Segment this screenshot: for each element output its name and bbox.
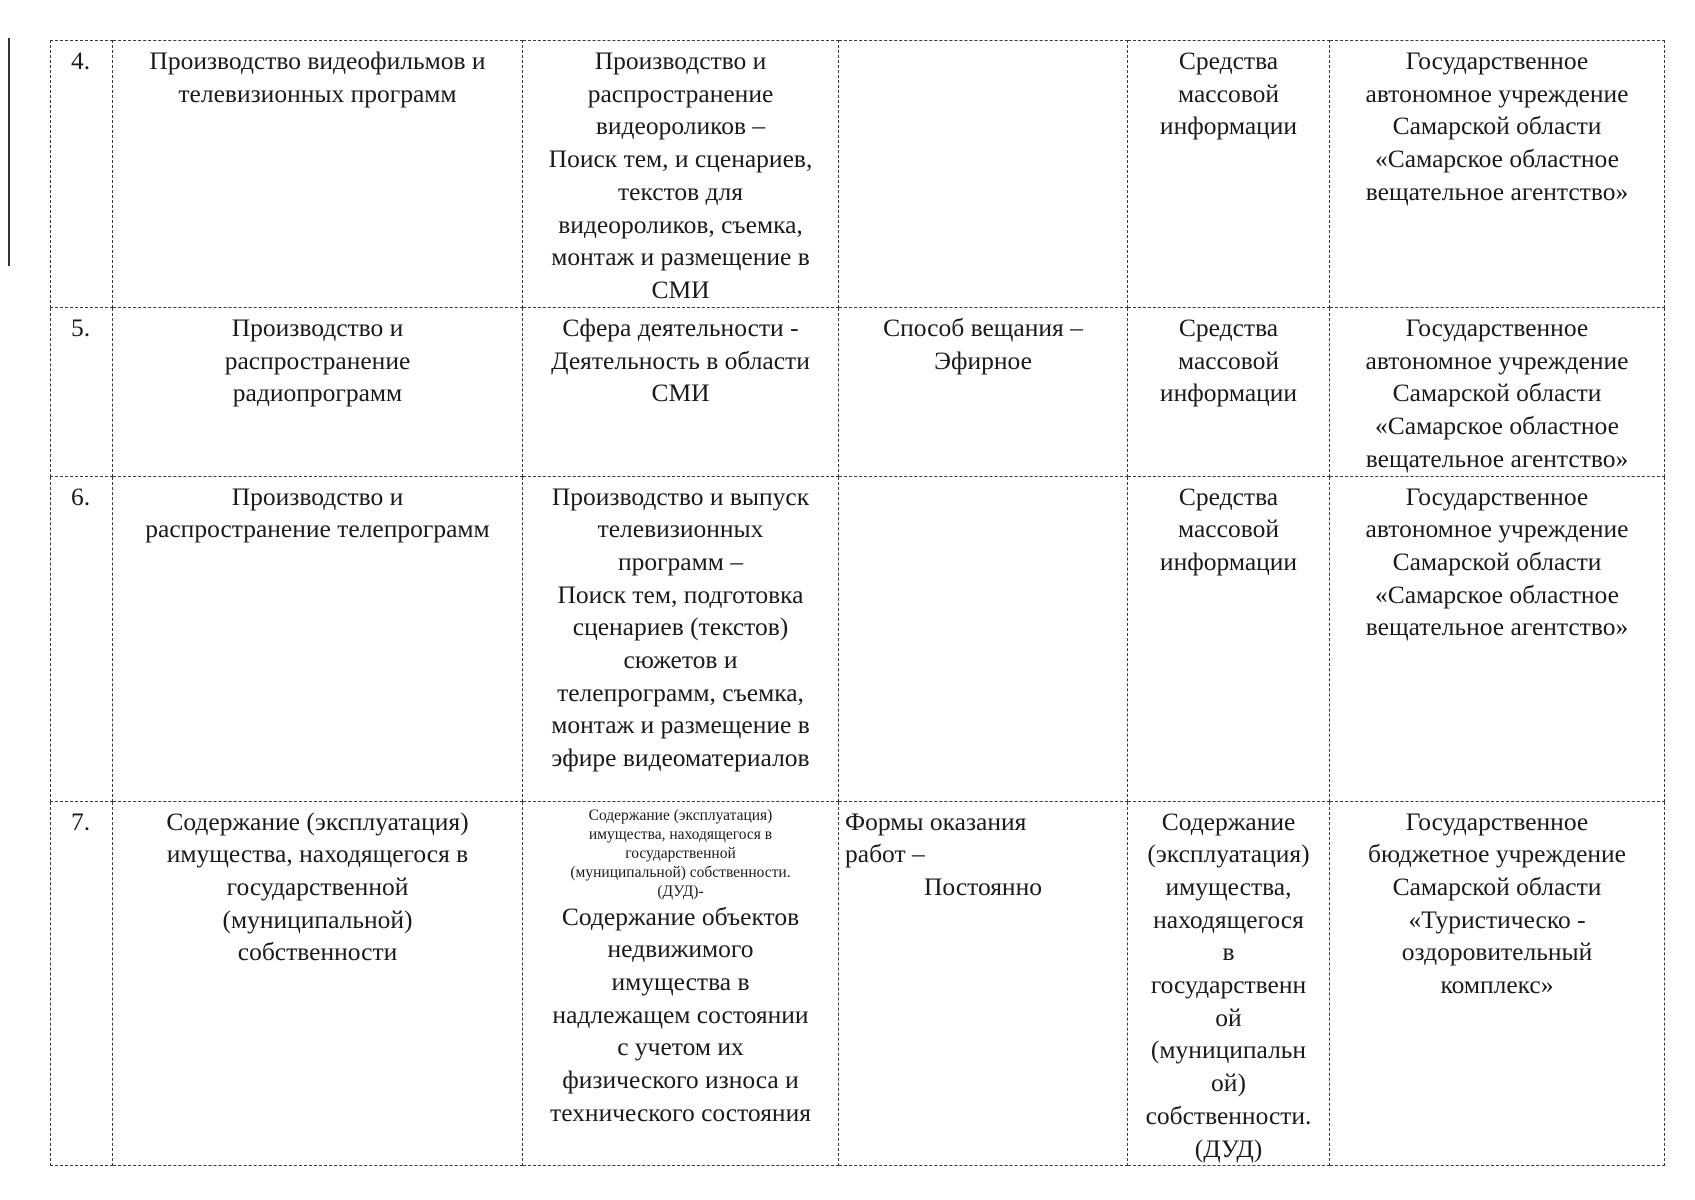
institution-cell: Государственное автономное учреждение Самарской области «Самарское областное вещательное агентство»: [1330, 308, 1665, 477]
service-name-cell: Содержание (эксплуатация) имущества, находящегося в государственной (муниципальной) собственности: [113, 801, 523, 1166]
row-number: 5.: [51, 308, 113, 477]
condition-cell: Способ вещания – Эфирное: [839, 308, 1128, 477]
service-content-note: Содержание (эксплуатация) имущества, находящегося в государственной (муниципальной) собственности. (ДУД)-: [570, 806, 791, 900]
consumer-category-cell: Средства массовой информации: [1128, 476, 1330, 801]
table-row: [51, 308, 1665, 477]
row-number: 4.: [51, 41, 113, 308]
service-name-cell: Производство видеофильмов и телевизионных программ: [113, 41, 523, 308]
service-content-cell: Сфера деятельности - Деятельность в области СМИ: [523, 308, 839, 477]
table-row: [51, 476, 1665, 801]
consumer-category-cell: Средства массовой информации: [1128, 41, 1330, 308]
condition-label: Формы оказания работ –: [845, 806, 1027, 869]
consumer-category-cell: Средства массовой информации: [1128, 308, 1330, 477]
condition-cell: [839, 41, 1128, 308]
table-row: [51, 801, 1665, 1166]
institution-cell: Государственное автономное учреждение Самарской области «Самарское областное вещательное агентство»: [1330, 41, 1665, 308]
consumer-category-cell: Содержание (эксплуатация) имущества, находящегося в государственн ой (муниципальн ой) собственности. (ДУД): [1128, 801, 1330, 1166]
service-content-cell: Производство и распространение видеороликов – Поиск тем, и сценариев, текстов для видеороликов, съемка, монтаж и размещение в СМИ: [523, 41, 839, 308]
service-name-cell: Производство и распространение телепрограмм: [113, 476, 523, 801]
service-content-cell: [523, 801, 839, 1166]
table-row: [51, 41, 1665, 308]
condition-value: Постоянно: [924, 871, 1042, 901]
condition-cell: [839, 801, 1128, 1166]
institution-cell: Государственное автономное учреждение Самарской области «Самарское областное вещательное агентство»: [1330, 476, 1665, 801]
service-content-text: Содержание объектов недвижимого имущества в надлежащем состоянии с учетом их физического износа и технического состояния: [550, 901, 811, 1127]
condition-cell: [839, 476, 1128, 801]
institution-cell: Государственное бюджетное учреждение Самарской области «Туристическо - оздоровительный комплекс»: [1330, 801, 1665, 1166]
row-number: 7.: [51, 801, 113, 1166]
service-name-cell: Производство и распространение радиопрограмм: [113, 308, 523, 477]
row-number: 6.: [51, 476, 113, 801]
services-table: [50, 40, 1665, 1166]
scan-margin-line: [8, 38, 10, 266]
service-content-cell: Производство и выпуск телевизионных программ – Поиск тем, подготовка сценариев (текстов) сюжетов и телепрограмм, съемка, монтаж и размещение в эфире видеоматериалов: [523, 476, 839, 801]
